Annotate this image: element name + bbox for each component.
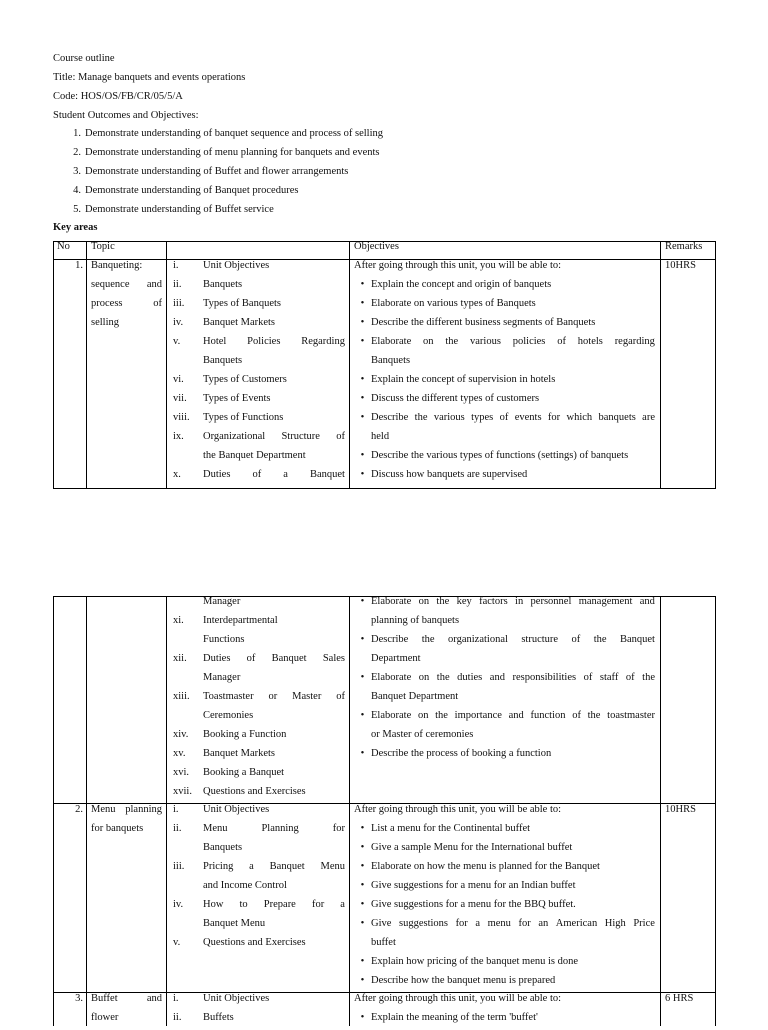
unit-line	[173, 392, 345, 411]
objective-line	[354, 633, 655, 652]
unit-text: Banquet Markets	[203, 317, 276, 328]
objective-line	[354, 373, 655, 392]
topic-line: Buffet and	[91, 993, 162, 1004]
bullet-icon: •	[360, 880, 365, 891]
units-cell	[173, 803, 345, 955]
objective-text: Describe the different business segments of Banquets	[371, 317, 596, 328]
units-cell	[171, 240, 348, 259]
unit-text: Types of Events	[203, 393, 271, 404]
unit-line	[173, 1011, 345, 1030]
objective-text: Give suggestions for a menu for the BBQ buffet.	[371, 899, 576, 910]
objective-line	[354, 955, 655, 974]
unit-number: vii.	[173, 393, 187, 404]
objective-line	[354, 860, 655, 879]
unit-line	[173, 449, 345, 468]
bullet-icon: •	[360, 748, 365, 759]
unit-line	[173, 690, 345, 709]
topic-line: process of	[91, 298, 162, 309]
units-cell	[173, 992, 345, 1030]
unit-line	[173, 335, 345, 354]
objective-line	[354, 917, 655, 936]
unit-text: Types of Banquets	[203, 298, 282, 309]
unit-number: xiii.	[173, 691, 190, 702]
column-divider	[660, 597, 661, 1026]
objectives-intro: After going through this unit, you will be able to:	[354, 804, 562, 815]
unit-line	[173, 652, 345, 671]
key-areas-table-part-2	[53, 596, 716, 1026]
bullet-icon: •	[360, 956, 365, 967]
column-divider	[86, 597, 87, 1026]
header-no: No	[57, 241, 70, 252]
objective-line	[354, 974, 655, 993]
objective-text: Describe the organizational structure of the Banquet	[371, 634, 655, 645]
header-topic: Topic	[91, 241, 115, 252]
column-divider	[349, 597, 350, 1026]
objective-text: List a menu for the Continental buffet	[371, 823, 531, 834]
objective-text: Elaborate on the various policies of hotels regarding	[371, 336, 655, 347]
unit-number: xv.	[173, 748, 186, 759]
course-title: Title: Manage banquets and events operations	[53, 72, 246, 83]
outcome-text: Demonstrate understanding of menu planning for banquets and events	[85, 147, 380, 158]
objective-line	[354, 898, 655, 917]
objective-line	[354, 936, 655, 955]
unit-text: Banquets	[203, 355, 243, 366]
topic-line: Menu planning	[91, 804, 162, 815]
remarks-value: 10HRS	[665, 804, 696, 815]
unit-line	[173, 709, 345, 728]
unit-number: i.	[173, 260, 179, 271]
bullet-icon: •	[360, 393, 365, 404]
unit-text: Banquet Markets	[203, 748, 276, 759]
unit-text: Menu Planning for	[203, 823, 345, 834]
unit-text: Booking a Banquet	[203, 767, 285, 778]
unit-text: Types of Functions	[203, 412, 284, 423]
unit-number: iv.	[173, 317, 184, 328]
course-outline-label: Course outline	[53, 53, 115, 64]
no-cell	[56, 803, 83, 822]
column-divider	[166, 242, 167, 488]
objective-text: Elaborate on how the menu is planned for the Banquet	[371, 861, 600, 872]
bullet-icon: •	[360, 842, 365, 853]
outcome-number: 5.	[73, 204, 81, 215]
objective-text: Discuss how banquets are supervised	[371, 469, 528, 480]
remarks-value: 6 HRS	[665, 993, 694, 1004]
unit-line	[173, 879, 345, 898]
rem-cell	[665, 803, 715, 822]
objective-text: Give suggestions for a menu for an American High Price	[371, 918, 655, 929]
course-code: Code: HOS/OS/FB/CR/05/5/A	[53, 91, 183, 102]
unit-text: Functions	[203, 634, 245, 645]
unit-line	[173, 633, 345, 652]
no-cell	[56, 992, 83, 1011]
column-divider	[660, 242, 661, 488]
unit-number: iii.	[173, 298, 185, 309]
unit-number: ii.	[173, 1012, 182, 1023]
unit-line	[173, 354, 345, 373]
topic-cell	[91, 259, 162, 335]
objective-text: Give suggestions for a menu for an Indian buffet	[371, 880, 576, 891]
unit-line	[173, 297, 345, 316]
column-divider	[86, 242, 87, 488]
unit-line	[173, 917, 345, 936]
header-units	[171, 240, 348, 259]
unit-line	[173, 898, 345, 917]
objective-line	[354, 841, 655, 860]
row-number: 1.	[75, 260, 83, 271]
unit-number: x.	[173, 469, 181, 480]
rem-cell	[665, 240, 715, 259]
unit-text: Banquets	[203, 279, 243, 290]
unit-text: Unit Objectives	[203, 260, 270, 271]
unit-text: Unit Objectives	[203, 804, 270, 815]
bullet-icon: •	[360, 317, 365, 328]
objective-text: Describe how the banquet menu is prepared	[371, 975, 556, 986]
unit-number: iii.	[173, 861, 185, 872]
objective-text: buffet	[371, 937, 396, 948]
objective-line	[354, 354, 655, 373]
key-areas-heading: Key areas	[53, 222, 98, 233]
unit-text: Manager	[203, 672, 241, 683]
unit-line	[173, 373, 345, 392]
bullet-icon: •	[360, 279, 365, 290]
topic-cell	[91, 240, 165, 259]
unit-line	[173, 411, 345, 430]
objective-text: or Master of ceremonies	[371, 729, 474, 740]
bullet-icon: •	[360, 450, 365, 461]
unit-number: v.	[173, 336, 181, 347]
bullet-icon: •	[360, 975, 365, 986]
unit-line	[173, 936, 345, 955]
unit-number: viii.	[173, 412, 190, 423]
unit-line	[173, 860, 345, 879]
objective-text: Banquet Department	[371, 691, 459, 702]
objective-line	[354, 747, 655, 766]
unit-line	[173, 259, 345, 278]
objective-text: Describe the various types of events for which banquets are	[371, 412, 655, 423]
objective-line	[354, 449, 655, 468]
bullet-icon: •	[360, 469, 365, 480]
unit-text: Ceremonies	[203, 710, 254, 721]
objective-text: Department	[371, 653, 421, 664]
unit-text: Booking a Function	[203, 729, 287, 740]
unit-line	[173, 841, 345, 860]
unit-text: Duties of a Banquet	[203, 469, 345, 480]
unit-line	[173, 803, 345, 822]
row-number: 2.	[75, 804, 83, 815]
unit-number: vi.	[173, 374, 184, 385]
outcome-text: Demonstrate understanding of Buffet service	[85, 204, 274, 215]
objective-line	[354, 614, 655, 633]
obj-cell	[354, 992, 655, 1030]
topic-line: sequence and	[91, 279, 162, 290]
objective-line	[354, 278, 655, 297]
unit-number: xvi.	[173, 767, 190, 778]
objective-text: Explain how pricing of the banquet menu is done	[371, 956, 579, 967]
bullet-icon: •	[360, 1012, 365, 1023]
unit-line	[173, 430, 345, 449]
topic-line: for banquets	[91, 823, 144, 834]
unit-text: Types of Customers	[203, 374, 287, 385]
bullet-icon: •	[360, 634, 365, 645]
unit-number: i.	[173, 993, 179, 1004]
bullet-icon: •	[360, 412, 365, 423]
objective-text: planning of banquets	[371, 615, 460, 626]
objective-text: held	[371, 431, 390, 442]
topic-line: selling	[91, 317, 119, 328]
obj-cell	[354, 240, 659, 259]
unit-line	[173, 728, 345, 747]
unit-text: Hotel Policies Regarding	[203, 336, 345, 347]
topic-line: flower	[91, 1012, 119, 1023]
objective-line	[354, 671, 655, 690]
objective-text: Explain the meaning of the term 'buffet'	[371, 1012, 538, 1023]
outcome-text: Demonstrate understanding of Buffet and flower arrangements	[85, 166, 349, 177]
outcomes-label: Student Outcomes and Objectives:	[53, 110, 199, 121]
objective-line	[354, 690, 655, 709]
objective-text: Describe the various types of functions (settings) of banquets	[371, 450, 629, 461]
no-cell	[57, 240, 85, 259]
obj-cell	[354, 803, 655, 993]
objective-text: Elaborate on the duties and responsibilities of staff of the	[371, 672, 655, 683]
obj-cell	[354, 259, 655, 487]
topic-cell	[91, 803, 162, 841]
rem-cell	[665, 992, 715, 1011]
unit-line	[173, 822, 345, 841]
header-remarks: Remarks	[665, 241, 703, 252]
unit-text: Banquet Menu	[203, 918, 266, 929]
no-cell	[56, 259, 83, 278]
objective-text: Elaborate on various types of Banquets	[371, 298, 536, 309]
unit-number: v.	[173, 937, 181, 948]
unit-text: Banquets	[203, 842, 243, 853]
outcome-number: 3.	[73, 166, 81, 177]
key-areas-table-part-1	[53, 241, 716, 489]
bullet-icon: •	[360, 861, 365, 872]
unit-number: xii.	[173, 653, 187, 664]
outcome-number: 4.	[73, 185, 81, 196]
unit-text: Questions and Exercises	[203, 937, 306, 948]
unit-text: Organizational Structure of	[203, 431, 345, 442]
bullet-icon: •	[360, 298, 365, 309]
objective-line	[354, 1011, 655, 1030]
obj-cell	[354, 595, 655, 766]
objective-line	[354, 335, 655, 354]
objective-line	[354, 822, 655, 841]
unit-number: xiv.	[173, 729, 189, 740]
objective-text: Give a sample Menu for the International buffet	[371, 842, 573, 853]
unit-text: Interdepartmental	[203, 615, 278, 626]
outcome-item	[69, 128, 383, 140]
unit-line	[173, 785, 345, 804]
topic-line: Banqueting:	[91, 260, 143, 271]
unit-text: Pricing a Banquet Menu	[203, 861, 345, 872]
objective-line	[354, 468, 655, 487]
bullet-icon: •	[360, 823, 365, 834]
unit-text: Questions and Exercises	[203, 786, 306, 797]
objectives-intro: After going through this unit, you will be able to:	[354, 260, 562, 271]
objectives-intro: After going through this unit, you will be able to:	[354, 993, 562, 1004]
objective-text: Elaborate on the importance and function of the toastmaster	[371, 710, 655, 721]
unit-line	[173, 747, 345, 766]
units-cell	[173, 259, 345, 487]
column-divider	[166, 597, 167, 1026]
row-number: 3.	[75, 993, 83, 1004]
outcome-item	[69, 166, 348, 178]
bullet-icon: •	[360, 918, 365, 929]
objective-line	[354, 709, 655, 728]
objective-line	[354, 728, 655, 747]
unit-line	[173, 316, 345, 335]
unit-text: How to Prepare for a	[203, 899, 345, 910]
outcome-number: 1.	[73, 128, 81, 139]
unit-text: the Banquet Department	[203, 450, 306, 461]
objective-line	[354, 430, 655, 449]
outcome-number: 2.	[73, 147, 81, 158]
objective-line	[354, 652, 655, 671]
outcome-item	[69, 204, 274, 216]
bullet-icon: •	[360, 899, 365, 910]
objective-text: Discuss the different types of customers	[371, 393, 540, 404]
units-cell	[173, 595, 345, 804]
objective-line	[354, 411, 655, 430]
unit-number: ix.	[173, 431, 184, 442]
bullet-icon: •	[360, 336, 365, 347]
outcome-item	[69, 147, 380, 159]
unit-number: ii.	[173, 279, 182, 290]
unit-line	[173, 278, 345, 297]
objective-line	[354, 392, 655, 411]
objective-text: Explain the concept of supervision in hotels	[371, 374, 556, 385]
unit-number: xi.	[173, 615, 184, 626]
outcome-text: Demonstrate understanding of Banquet procedures	[85, 185, 299, 196]
bullet-icon: •	[360, 710, 365, 721]
bullet-icon: •	[360, 672, 365, 683]
column-divider	[349, 242, 350, 488]
objective-line	[354, 595, 655, 614]
unit-line	[173, 614, 345, 633]
outcome-item	[69, 185, 298, 197]
outcome-text: Demonstrate understanding of banquet sequence and process of selling	[85, 128, 383, 139]
objective-line	[354, 297, 655, 316]
unit-line	[173, 671, 345, 690]
unit-text: Unit Objectives	[203, 993, 270, 1004]
unit-text: and Income Control	[203, 880, 287, 891]
rem-cell	[665, 259, 715, 278]
unit-number: xvii.	[173, 786, 192, 797]
objective-text: Describe the process of booking a function	[371, 748, 552, 759]
unit-text: Manager	[203, 596, 241, 607]
unit-number: ii.	[173, 823, 182, 834]
bullet-icon: •	[360, 596, 365, 607]
topic-cell	[91, 992, 162, 1030]
bullet-icon: •	[360, 374, 365, 385]
unit-line	[173, 595, 345, 614]
header-objectives: Objectives	[354, 241, 399, 252]
unit-number: i.	[173, 804, 179, 815]
unit-text: Buffets	[203, 1012, 234, 1023]
unit-number: iv.	[173, 899, 184, 910]
objective-text: Elaborate on the key factors in personnel management and	[371, 596, 655, 607]
unit-text: Toastmaster or Master of	[203, 691, 345, 702]
unit-text: Duties of Banquet Sales	[203, 653, 345, 664]
objective-text: Banquets	[371, 355, 411, 366]
unit-line	[173, 992, 345, 1011]
objective-line	[354, 316, 655, 335]
remarks-value: 10HRS	[665, 260, 696, 271]
objective-line	[354, 879, 655, 898]
unit-line	[173, 766, 345, 785]
unit-line	[173, 468, 345, 487]
objective-text: Explain the concept and origin of banquets	[371, 279, 552, 290]
